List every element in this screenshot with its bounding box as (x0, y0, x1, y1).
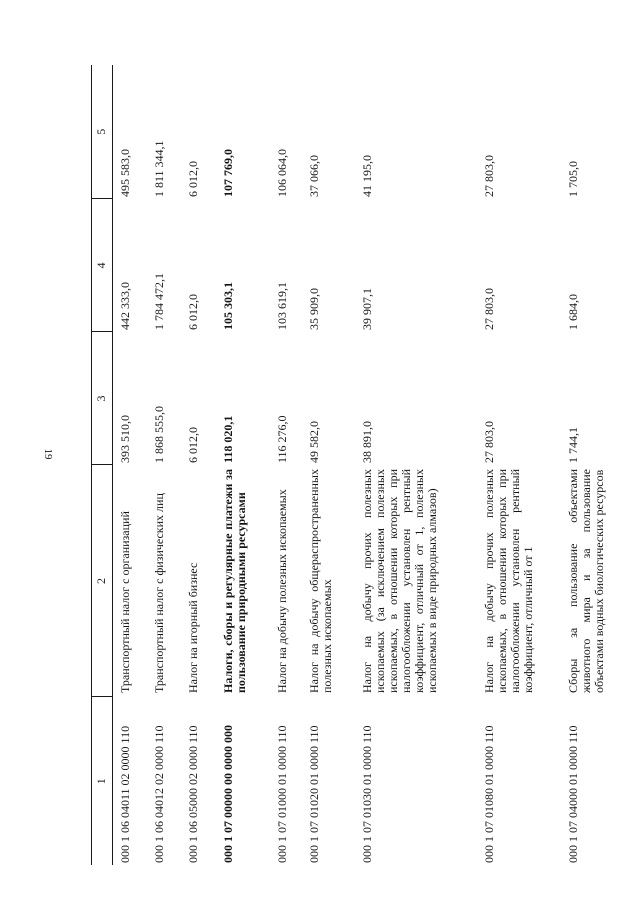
row-value-col5: 1 811 344,1 (151, 140, 166, 197)
row-value-col5: 107 769,0 (220, 149, 235, 197)
row-value-col5: 27 803,0 (481, 155, 496, 197)
row-name: Транспортный налог с организаций (118, 511, 132, 693)
row-value-col3: 1 744,1 (565, 427, 580, 463)
row-value-col3: 393 510,0 (118, 415, 132, 463)
row-name: Налог на игорный бизнес (185, 562, 200, 693)
row-value-col4: 442 333,0 (118, 282, 132, 330)
row-value-col5: 6 012,0 (185, 161, 200, 197)
table-row (477, 65, 561, 865)
row-value-col4: 1 784 472,1 (151, 273, 166, 330)
table-row (147, 65, 181, 865)
page-number: 19 (42, 448, 54, 460)
row-value-col4: 35 909,0 (306, 288, 321, 330)
row-value-col3: 49 582,0 (306, 421, 321, 463)
table-row (113, 65, 147, 865)
row-name: Налог на добычу общераспространенных полезных ископаемых (306, 469, 334, 693)
row-value-col4: 6 012,0 (185, 294, 200, 330)
table-row (302, 65, 355, 865)
revenue-table (91, 65, 613, 865)
table-row (355, 65, 477, 865)
header-col-1: 1 (92, 697, 113, 865)
row-value-col5: 37 066,0 (306, 155, 321, 197)
row-code: 000 1 07 01000 01 0000 110 (274, 725, 289, 863)
row-value-col5: 106 064,0 (274, 149, 289, 197)
table-row (561, 65, 613, 865)
row-code: 000 1 07 01020 01 0000 110 (306, 725, 321, 863)
header-col-5: 5 (92, 65, 113, 199)
row-code: 000 1 07 01080 01 0000 110 (481, 725, 496, 863)
row-value-col3: 6 012,0 (185, 427, 200, 463)
row-value-col4: 39 907,1 (359, 288, 374, 330)
table-row (181, 65, 216, 865)
table-row-bold (216, 65, 270, 865)
row-value-col4: 1 684,0 (565, 294, 580, 330)
row-name: Налог на добычу полезных ископаемых (274, 489, 289, 693)
table-header-row (92, 65, 113, 865)
row-value-col3: 118 020,1 (220, 415, 235, 463)
row-name: Налог на добычу прочих полезных ископаемых, в отношении которых при налогообложении установлен рентный коэффициент, отличный от 1 (481, 469, 535, 693)
row-code: 000 1 07 04000 01 0000 110 (565, 725, 580, 863)
row-code: 000 1 06 04011 02 0000 110 (118, 725, 132, 863)
row-value-col4: 105 303,1 (220, 282, 235, 330)
row-name: Сборы за пользование объектами животного мира и за пользование объектами водных биологических ресурсов (565, 469, 606, 693)
budget-table (91, 65, 611, 865)
row-value-col3: 116 276,0 (274, 415, 289, 463)
header-col-2: 2 (92, 465, 113, 697)
row-value-col4: 27 803,0 (481, 288, 496, 330)
row-code: 000 1 06 04012 02 0000 110 (151, 725, 166, 863)
row-name: Налог на добычу прочих полезных ископаемых (за исключением полезных ископаемых, в отношении которых при налогообложении установлен рентный коэффициент, отличный от 1, полезных ископаемых в виде природных алмазов) (359, 469, 439, 693)
header-col-3: 3 (92, 332, 113, 465)
row-value-col3: 38 891,0 (359, 421, 374, 463)
row-name: Налоги, сборы и регулярные платежи за пользование природными ресурсами (220, 469, 248, 693)
row-value-col3: 27 803,0 (481, 421, 496, 463)
table-row (270, 65, 302, 865)
row-value-col5: 495 583,0 (118, 149, 132, 197)
row-code: 000 1 06 05000 02 0000 110 (185, 725, 200, 863)
row-code: 000 1 07 00000 00 0000 000 (220, 725, 235, 863)
row-value-col5: 41 195,0 (359, 155, 374, 197)
row-value-col4: 103 619,1 (274, 282, 289, 330)
row-code: 000 1 07 01030 01 0000 110 (359, 725, 374, 863)
header-col-4: 4 (92, 199, 113, 332)
row-name: Транспортный налог с физических лиц (151, 493, 166, 693)
table-body (113, 65, 613, 865)
row-value-col5: 1 705,0 (565, 161, 580, 197)
row-value-col3: 1 868 555,0 (151, 406, 166, 463)
